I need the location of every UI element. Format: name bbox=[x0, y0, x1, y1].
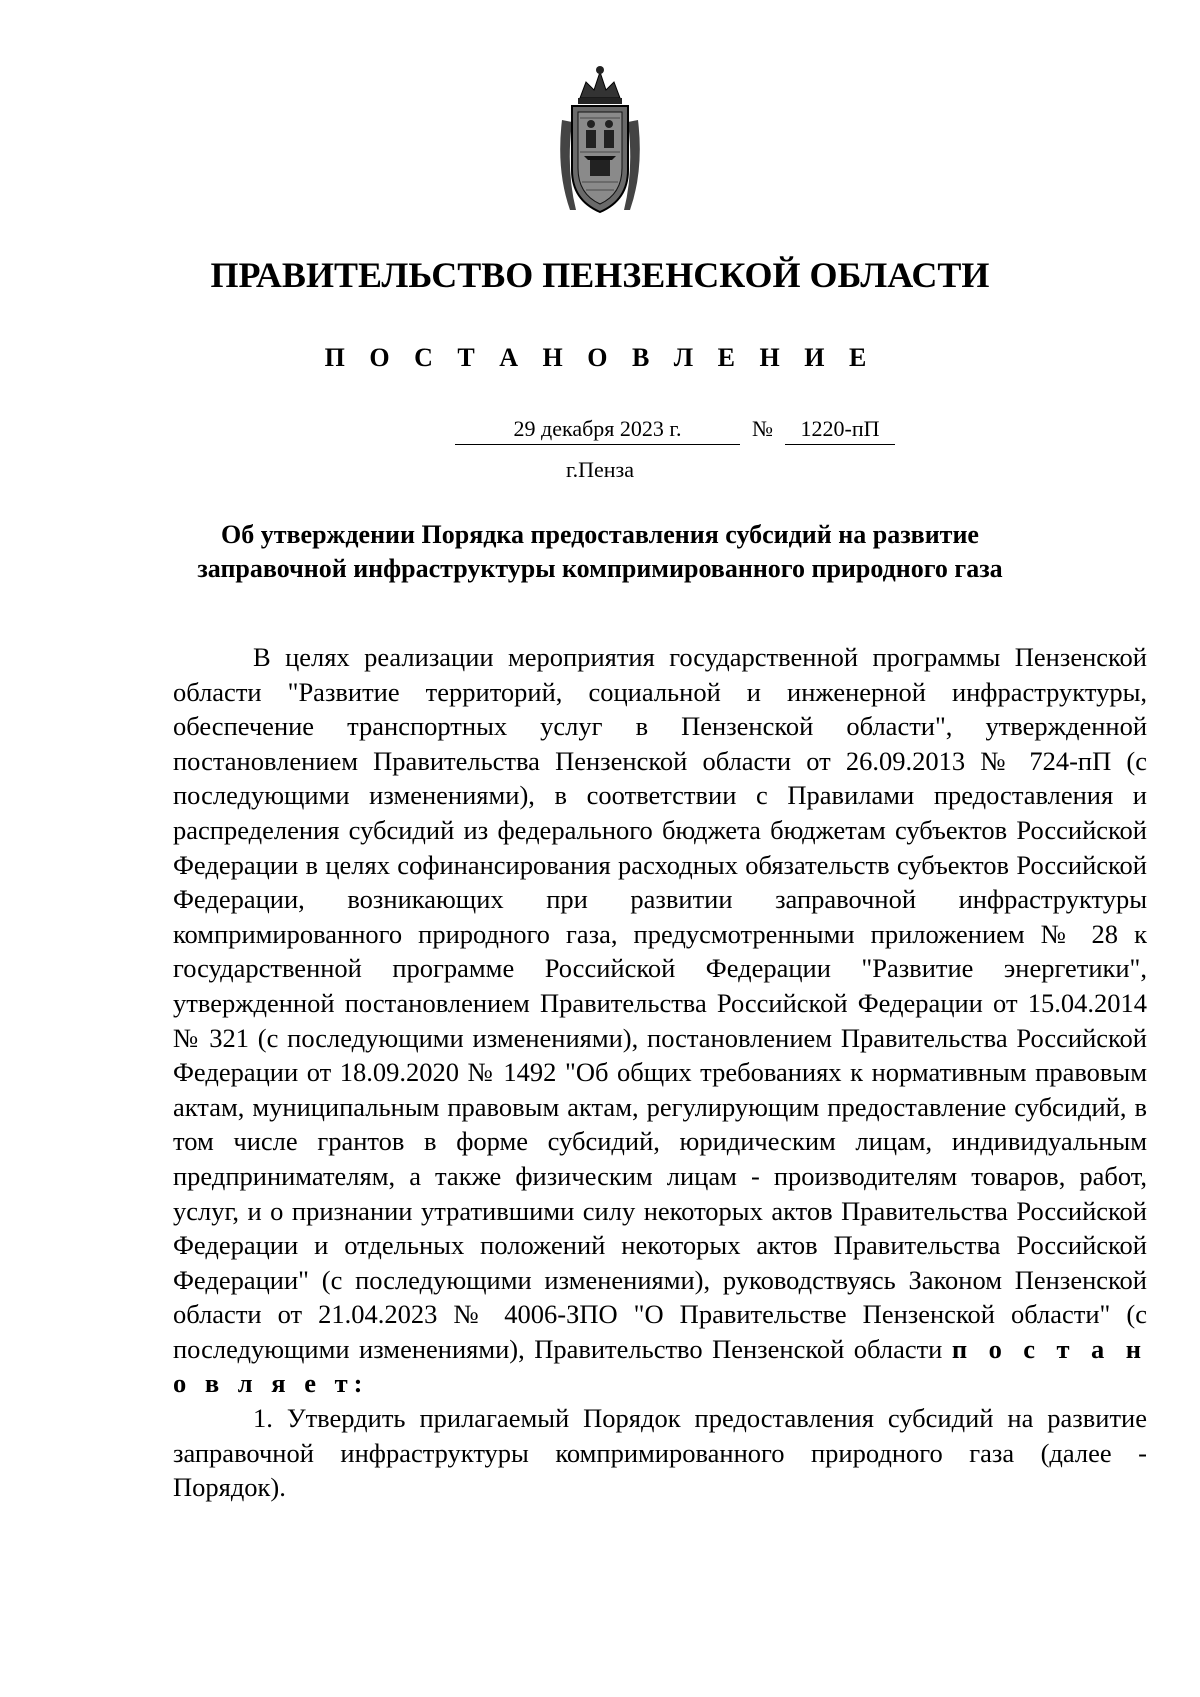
number-sign: № bbox=[752, 416, 773, 441]
subject-line-1: Об утверждении Порядка предоставления субсидий на развитие bbox=[221, 520, 979, 549]
resolves-word: п о с т а н о в л я е т: bbox=[173, 1333, 1147, 1399]
item-1-paragraph: 1. Утвердить прилагаемый Порядок предоставления субсидий на развитие заправочной инфраструктуры компримированного природного газа (далее - Порядок). bbox=[173, 1403, 1147, 1503]
city: г.Пенза bbox=[566, 457, 634, 482]
organization-title: ПРАВИТЕЛЬСТВО ПЕНЗЕНСКОЙ ОБЛАСТИ bbox=[210, 255, 990, 295]
preamble-paragraph bbox=[173, 640, 1147, 1401]
preamble-text: В целях реализации мероприятия государственной программы Пензенской области "Развитие территорий, социальной и инженерной инфраструктуры, обеспечение транспортных услуг в Пензенской области", утвержденной постановлением Правительства Пензенской области от 26.09.2013 № 724-пП (с последующими изменениями), в соответствии с Правилами предоставления и распределения субсидий из федерального бюджета бюджетам субъектов Российской Федерации в целях софинансирования расходных обязательств субъектов Российской Федерации, возникающих при развитии заправочной инфраструктуры компримированного природного газа, предусмотренными приложением № 28 к государственной программе Российской Федерации "Развитие энергетики", утвержденной постановлением Правительства Российской Федерации от 15.04.2014 № 321 (с последующими изменениями), постановлением Правительства Российской Федерации от 18.09.2020 № 1492 "Об общих требованиях к нормативным правовым актам, муниципальным правовым актам, регулирующим предоставление субсидий, в том числе грантов в форме субсидий, юридическим лицам, индивидуальным предпринимателям, а также физическим лицам - производителям товаров, работ, услуг, и о признании утратившими силу некоторых актов Правительства Российской Федерации и отдельных положений некоторых актов Правительства Российской Федерации" (с последующими изменениями), руководствуясь Законом Пензенской области от 21.04.2023 № 4006-ЗПО "О Правительстве Пензенской области" (с последующими изменениями), Правительство Пензенской области bbox=[173, 642, 1147, 1364]
document-body bbox=[173, 640, 1147, 1505]
document-subject bbox=[160, 518, 1040, 586]
coat-of-arms-icon bbox=[540, 60, 660, 220]
subject-line-2: заправочной инфраструктуры компримированного природного газа bbox=[197, 554, 1003, 583]
document-number: 1220-пП bbox=[785, 415, 895, 445]
date-number-line bbox=[455, 415, 895, 445]
document-date: 29 декабря 2023 г. bbox=[455, 415, 740, 445]
document-type: П О С Т А Н О В Л Е Н И Е bbox=[324, 343, 876, 372]
